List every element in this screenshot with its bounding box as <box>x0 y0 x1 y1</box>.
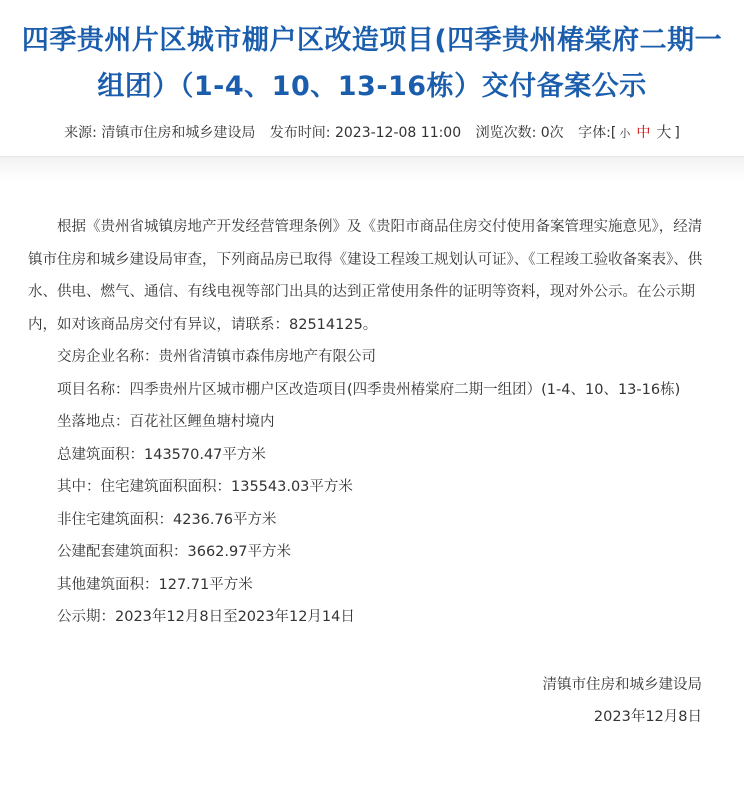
other-area: 其他建筑面积：127.71平方米 <box>57 576 253 593</box>
location: 坐落地点：百花社区鲤鱼塘村境内 <box>57 414 275 430</box>
publish-time <box>270 125 461 141</box>
font-size-small-button[interactable]: 小 <box>619 127 631 140</box>
view-count-value: 0次 <box>540 125 564 141</box>
developer-name: 交房企业名称：贵州省清镇市森伟房地产有限公司 <box>57 349 376 365</box>
font-size-switcher <box>578 125 680 141</box>
signature-date: 2023年12月8日 <box>593 708 702 725</box>
font-size-large-button[interactable]: 大 <box>656 123 672 141</box>
project-name: 项目名称：四季贵州片区城市棚户区改造项目(四季贵州椿棠府二期一组团）(1-4、10、13-16栋) <box>57 381 681 398</box>
publish-time-value: 2023-12-08 11:00 <box>334 125 462 141</box>
public-facility-area: 公建配套建筑面积：3662.97平方米 <box>57 544 291 560</box>
article-title: 四季贵州片区城市棚户区改造项目(四季贵州椿棠府二期一组团）（1-4、10、13-16栋）交付备案公示 <box>21 25 723 102</box>
notice-period: 公示期：2023年12月8日至2023年12月14日 <box>57 609 355 625</box>
view-count-label: 浏览次数: <box>475 125 537 141</box>
publish-time-label: 发布时间: <box>269 125 331 141</box>
source-label: 来源: <box>64 125 97 141</box>
source-value: 清镇市住房和城乡建设局 <box>101 125 256 141</box>
signature-block <box>0 669 744 733</box>
source-info <box>64 125 255 141</box>
non-residential-area: 非住宅建筑面积：4236.76平方米 <box>57 511 277 528</box>
view-count <box>476 125 564 141</box>
notice-paragraph: 根据《贵州省城镇房地产开发经营管理条例》及《贵阳市商品住房交付使用备案管理实施意见》，经清镇市住房和城乡建设局审查，下列商品房已取得《建设工程竣工规划认可证》、《工程竣工验收备案表》、供水、供电、燃气、通信、有线电视等部门出具的达到正常使用条件的证明等资料，现对外公示。在公示期内，如对该商品房交付有异议，请联系：82514125。 <box>28 219 703 333</box>
total-area: 总建筑面积：143570.47平方米 <box>57 446 266 463</box>
font-size-medium-button[interactable]: 中 <box>636 125 651 141</box>
font-size-end: ] <box>674 125 680 141</box>
residential-area: 其中：住宅建筑面积面积：135543.03平方米 <box>57 479 353 495</box>
article-meta <box>0 122 744 144</box>
article-content <box>0 181 744 634</box>
header-divider <box>0 156 744 181</box>
font-size-label: 字体:[ <box>578 125 617 141</box>
signature-org: 清镇市住房和城乡建设局 <box>542 676 702 693</box>
